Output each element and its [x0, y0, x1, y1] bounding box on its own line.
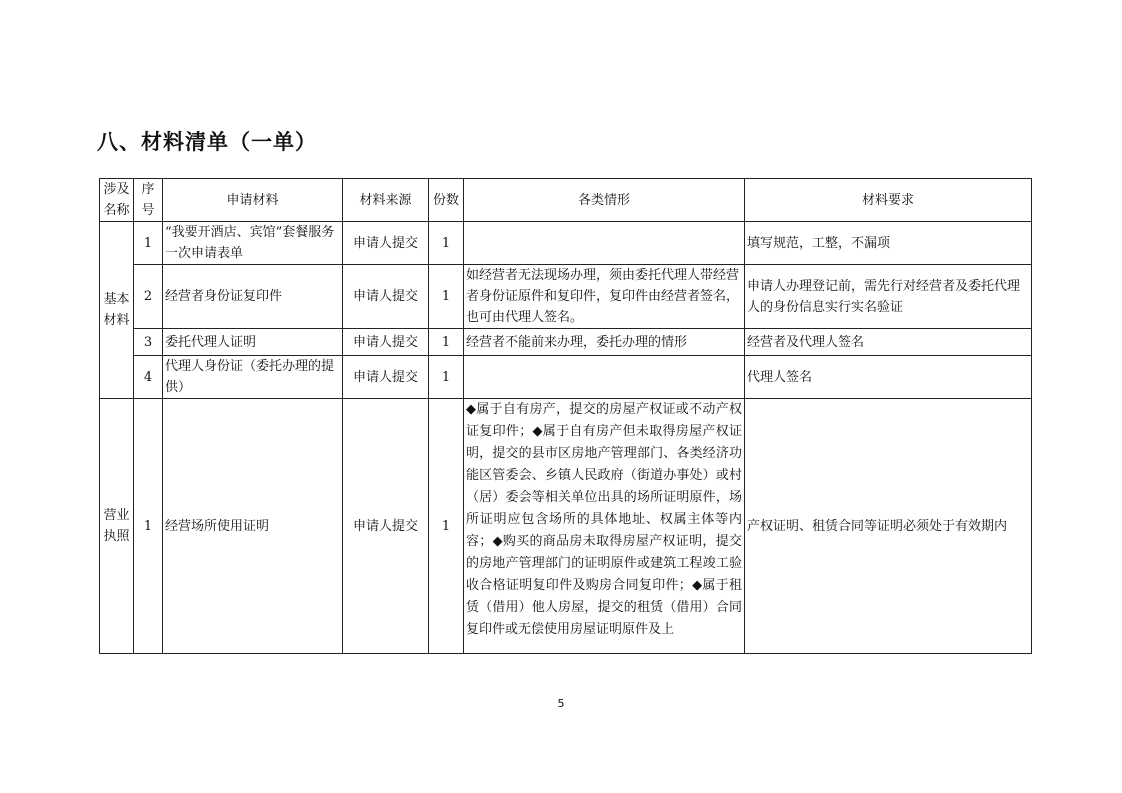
material-cell: 代理人身份证（委托办理的提供）: [163, 356, 343, 399]
requirements-cell: 代理人签名: [745, 356, 1032, 399]
material-cell: 经营场所使用证明: [163, 399, 343, 654]
source-cell: 申请人提交: [343, 399, 429, 654]
page-number: 5: [557, 697, 565, 710]
header-material: 申请材料: [163, 179, 343, 222]
table-row: [100, 329, 1032, 356]
requirements-cell: 填写规范，工整，不漏项: [745, 222, 1032, 265]
header-situations: 各类情形: [464, 179, 745, 222]
category-cell: 基本材料: [100, 222, 134, 399]
copies-cell: 1: [429, 399, 464, 654]
table-row: [100, 265, 1032, 329]
header-source: 材料来源: [343, 179, 429, 222]
copies-cell: 1: [429, 265, 464, 329]
table-row: [100, 399, 1032, 654]
seq-cell: 1: [134, 399, 163, 654]
material-cell: 经营者身份证复印件: [163, 265, 343, 329]
requirements-cell: 产权证明、租赁合同等证明必须处于有效期内: [745, 399, 1032, 654]
header-seq: 序号: [134, 179, 163, 222]
source-cell: 申请人提交: [343, 356, 429, 399]
seq-cell: 4: [134, 356, 163, 399]
table-row: [100, 222, 1032, 265]
copies-cell: 1: [429, 222, 464, 265]
header-category: 涉及名称: [100, 179, 134, 222]
table-row: [100, 356, 1032, 399]
source-cell: 申请人提交: [343, 222, 429, 265]
copies-cell: 1: [429, 356, 464, 399]
material-cell: 委托代理人证明: [163, 329, 343, 356]
seq-cell: 2: [134, 265, 163, 329]
seq-cell: 3: [134, 329, 163, 356]
header-requirements: 材料要求: [745, 179, 1032, 222]
requirements-cell: 申请人办理登记前，需先行对经营者及委托代理人的身份信息实行实名验证: [745, 265, 1032, 329]
requirements-cell: 经营者及代理人签名: [745, 329, 1032, 356]
copies-cell: 1: [429, 329, 464, 356]
situations-text: [466, 399, 742, 652]
situations-text-content: ◆属于自有房产，提交的房屋产权证或不动产权证复印件；◆属于自有房产但未取得房屋产权证明，提交的县市区房地产管理部门、各类经济功能区管委会、乡镇人民政府（街道办事处）或村（居）委会等相关单位出具的场所证明原件，场所证明应包含场所的具体地址、权属主体等内容；◆购买的商品房未取得房屋产权证明，提交的房地产管理部门的证明原件或建筑工程竣工验收合格证明复印件及购房合同复印件；◆属于租赁（借用）他人房屋，提交的租赁（借用）合同复印件或无偿使用房屋证明原件及上: [466, 402, 742, 637]
category-cell: 营业执照: [100, 399, 134, 654]
materials-table: [99, 178, 1032, 654]
material-cell: “我要开酒店、宾馆”套餐服务一次申请表单: [163, 222, 343, 265]
situations-cell: 经营者不能前来办理，委托办理的情形: [464, 329, 745, 356]
situations-cell: [464, 399, 745, 654]
source-cell: 申请人提交: [343, 265, 429, 329]
source-cell: 申请人提交: [343, 329, 429, 356]
table-header-row: [100, 179, 1032, 222]
situations-cell: 如经营者无法现场办理，须由委托代理人带经营者身份证原件和复印件，复印件由经营者签名，也可由代理人签名。: [464, 265, 745, 329]
page-title: 八、材料清单（一单）: [97, 130, 317, 154]
situations-cell: [464, 222, 745, 265]
seq-cell: 1: [134, 222, 163, 265]
situations-cell: [464, 356, 745, 399]
header-copies: 份数: [429, 179, 464, 222]
